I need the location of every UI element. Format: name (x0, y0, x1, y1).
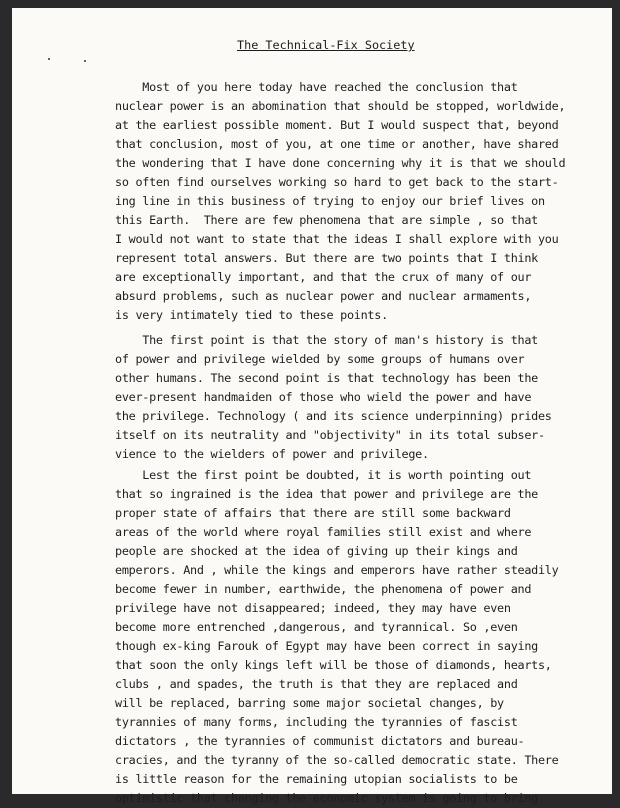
text-line: I would not want to state that the ideas I shall explore with you (115, 232, 559, 246)
paragraph-2 (115, 331, 605, 464)
text-line: vience to the wielders of power and privilege. (115, 447, 429, 461)
text-line: cracies, and the tyranny of the so-called democratic state. There (115, 753, 559, 767)
text-line: The first point is that the story of man's history is that (115, 333, 538, 347)
text-line: that conclusion, most of you, at one time or another, have shared (115, 137, 559, 151)
text-line: is very intimately tied to these points. (115, 308, 388, 322)
text-line: other humans. The second point is that technology has been the (115, 371, 538, 385)
text-line: people are shocked at the idea of giving up their kings and (115, 544, 518, 558)
text-line: clubs , and spades, the truth is that they are replaced and (115, 677, 518, 691)
text-line: areas of the world where royal families still exist and where (115, 525, 532, 539)
text-line: ing line in this business of trying to enjoy our brief lives on (115, 194, 545, 208)
text-line: though ex-king Farouk of Egypt may have been correct in saying (115, 639, 538, 653)
paragraph-3 (115, 466, 605, 808)
stray-mark (48, 58, 50, 60)
text-line: the wondering that I have done concerning why it is that we should (115, 156, 566, 170)
text-line: dictators , the tyrannies of communist dictators and bureau- (115, 734, 525, 748)
text-line: of power and privilege wielded by some groups of humans over (115, 352, 525, 366)
text-line: so often find ourselves working so hard to get back to the start- (115, 175, 559, 189)
text-line: this Earth. There are few phenomena that are simple , so that (115, 213, 538, 227)
text-line: the privilege. Technology ( and its science underpinning) prides (115, 409, 552, 423)
text-line: represent total answers. But there are two points that I think (115, 251, 538, 265)
text-line: absurd problems, such as nuclear power and nuclear armaments, (115, 289, 532, 303)
text-line: are exceptionally important, and that the crux of many of our (115, 270, 532, 284)
text-line: Lest the first point be doubted, it is worth pointing out (115, 468, 532, 482)
text-line: emperors. And , while the kings and emperors have rather steadily (115, 563, 559, 577)
text-line: privilege have not disappeared; indeed, they may have even (115, 601, 511, 615)
text-line: proper state of affairs that there are still some backward (115, 506, 511, 520)
paragraph-1 (115, 78, 605, 325)
text-line: tyrannies of many forms, including the tyrannies of fascist (115, 715, 518, 729)
text-line: itself on its neutrality and "objectivity" in its total subser- (115, 428, 545, 442)
body-text (115, 78, 605, 808)
text-line: will be replaced, barring some major societal changes, by (115, 696, 504, 710)
page-title: The Technical-Fix Society (237, 38, 415, 52)
text-line: that so ingrained is the idea that power and privilege are the (115, 487, 538, 501)
text-line: nuclear power is an abomination that should be stopped, worldwide, (115, 99, 566, 113)
text-line: optimistic that changing the economic system is going to bring (115, 791, 538, 805)
text-line: ever-present handmaiden of those who wield the power and have (115, 390, 532, 404)
stray-mark (84, 60, 86, 62)
text-line: Most of you here today have reached the conclusion that (115, 80, 518, 94)
text-line: is little reason for the remaining utopian socialists to be (115, 772, 518, 786)
text-line: become fewer in number, earthwide, the phenomena of power and (115, 582, 532, 596)
text-line: become more entrenched ,dangerous, and tyrannical. So ,even (115, 620, 518, 634)
text-line: at the earliest possible moment. But I would suspect that, beyond (115, 118, 559, 132)
document-page (12, 8, 612, 805)
text-line: that soon the only kings left will be those of diamonds, hearts, (115, 658, 552, 672)
